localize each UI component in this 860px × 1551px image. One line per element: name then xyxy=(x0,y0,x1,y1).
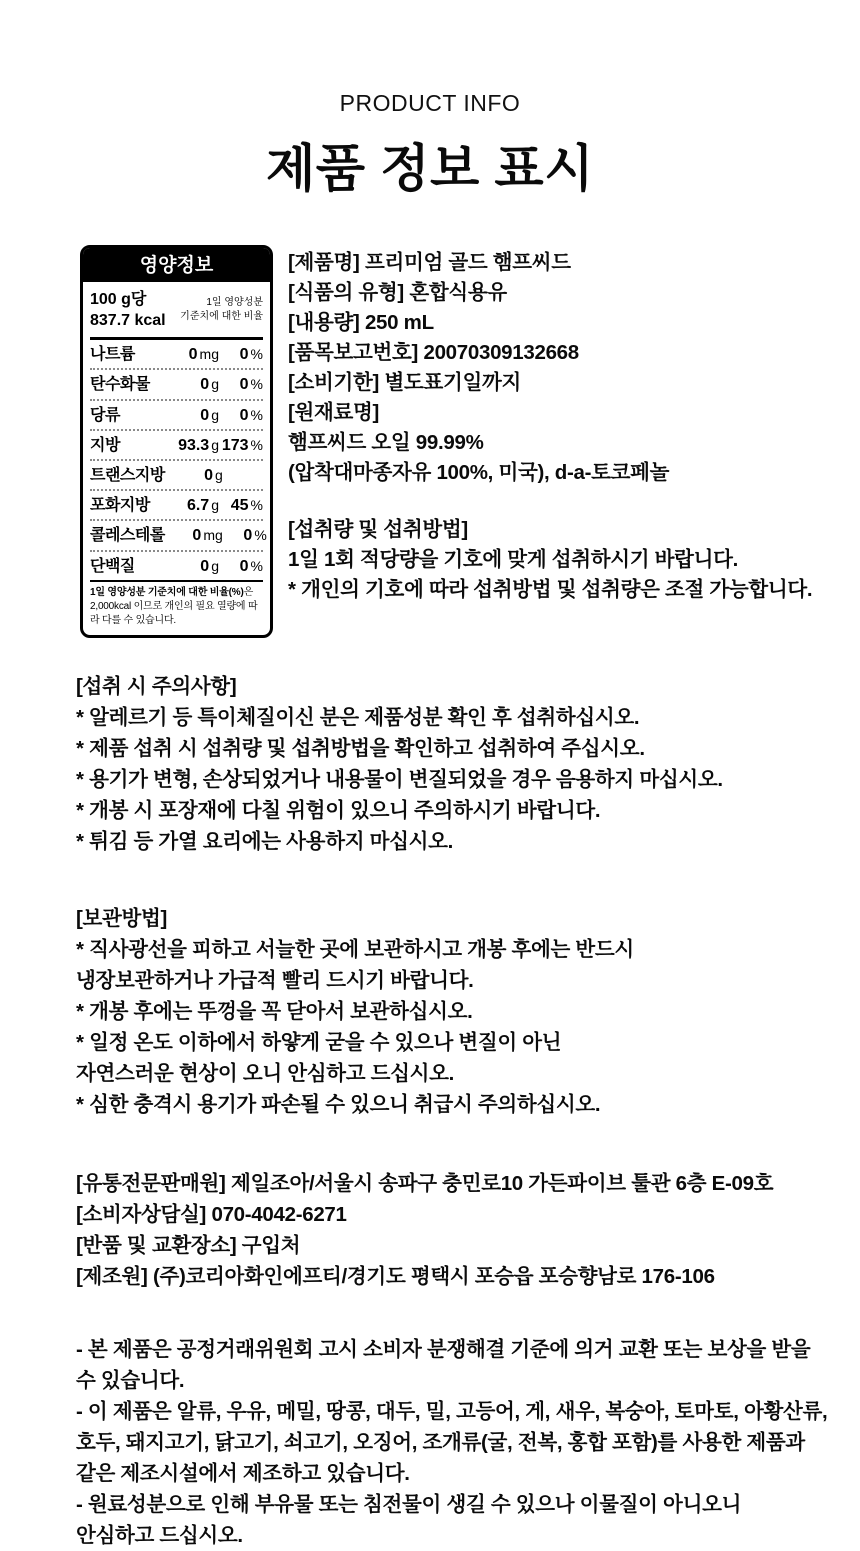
nutrition-row xyxy=(90,370,263,400)
nutrient-unit: mg xyxy=(203,527,223,544)
nutrition-footnote xyxy=(90,580,263,636)
storage-line: * 심한 충격시 용기가 파손될 수 있으니 취급시 주의하십시오. xyxy=(76,1093,601,1117)
nutrition-label xyxy=(80,245,273,638)
nutrition-serving-block xyxy=(83,282,270,337)
caution-line: * 용기가 변형, 손상되었거나 내용물이 변질되었을 경우 음용하지 마십시오. xyxy=(76,768,723,792)
nutrient-name: 단백질 xyxy=(90,557,135,575)
storage-title: [보관방법] xyxy=(76,907,168,931)
percent-sign: % xyxy=(250,346,263,363)
percent-sign: % xyxy=(254,527,267,544)
product-details xyxy=(288,245,828,605)
nutrient-percent: 0 % xyxy=(239,376,263,394)
caution-lines xyxy=(76,702,848,857)
storage-line: * 개봉 후에는 뚜껑을 꼭 닫아서 보관하십시오. xyxy=(76,1000,473,1024)
nutrient-amount: 0 mg xyxy=(192,527,223,545)
nutrient-amount: 0 g xyxy=(204,466,223,484)
detail-line: [식품의 유형] 혼합식용유 xyxy=(288,281,507,304)
nutrient-amount: 0 mg xyxy=(188,346,219,364)
eyebrow-text: PRODUCT INFO xyxy=(339,90,521,116)
distribution-section xyxy=(76,1168,848,1292)
nutrition-row xyxy=(90,461,263,491)
intake-line: 1일 1회 적당량을 기호에 맞게 섭취하시기 바랍니다. xyxy=(288,548,739,571)
serving-basis: 100 g당 xyxy=(90,291,147,308)
notice-lines xyxy=(76,1334,848,1551)
detail-line: [내용량] 250 mL xyxy=(288,311,434,334)
caution-line: * 제품 섭취 시 섭취량 및 섭취방법을 확인하고 섭취하여 주십시오. xyxy=(76,737,645,761)
distribution-line: [소비자상담실] 070-4042-6271 xyxy=(76,1203,347,1227)
percent-sign xyxy=(265,467,267,483)
percent-sign: % xyxy=(250,497,263,514)
intake-title: [섭취량 및 섭취방법] xyxy=(288,518,468,541)
nutrition-row xyxy=(90,401,263,431)
nutrient-amount: 0 g xyxy=(200,376,219,394)
distribution-lines xyxy=(76,1168,848,1292)
footnote-rest: 은 2,000kcal 이므로 개인의 필요 열량에 따라 다를 수 있습니다. xyxy=(90,586,258,627)
intake-lines xyxy=(288,545,828,605)
top-columns xyxy=(80,245,860,638)
detail-line: [소비기한] 별도표기일까지 xyxy=(288,371,521,394)
intake-line: * 개인의 기호에 따라 섭취방법 및 섭취량은 조절 가능합니다. xyxy=(288,578,813,601)
detail-line: [제품명] 프리미엄 골드 햄프씨드 xyxy=(288,251,571,274)
page-title: 제품 정보 표시 xyxy=(266,140,594,197)
caution-line: * 튀김 등 가열 요리에는 사용하지 마십시오. xyxy=(76,830,453,854)
nutrient-unit: g xyxy=(211,436,219,453)
caution-section xyxy=(76,671,848,857)
nutrition-row xyxy=(90,491,263,521)
detail-line: [품목보고번호] 20070309132668 xyxy=(288,341,579,364)
storage-line: * 일정 온도 이하에서 하얗게 굳을 수 있으나 변질이 아닌 xyxy=(76,1031,562,1055)
nutrient-name: 콜레스테롤 xyxy=(90,527,165,545)
nutrition-row xyxy=(90,521,267,551)
nutrient-percent: 173 % xyxy=(221,436,263,454)
distribution-line: [제조원] (주)코리아화인에프티/경기도 평택시 포승읍 포승향남로 176-106 xyxy=(76,1265,715,1289)
notice-line: 호두, 돼지고기, 닭고기, 쇠고기, 오징어, 조개류(굴, 전복, 홍합 포함)를 사용한 제품과 xyxy=(76,1431,805,1455)
storage-line: * 직사광선을 피하고 서늘한 곳에 보관하시고 개봉 후에는 반드시 xyxy=(76,938,634,962)
distribution-line: [유통전문판매원] 제일조아/서울시 송파구 충민로10 가든파이브 툴관 6층 E-09호 xyxy=(76,1172,774,1196)
nutrient-percent: 0 % xyxy=(239,557,263,575)
nutrition-row xyxy=(90,431,263,461)
nutrient-name: 지방 xyxy=(90,436,120,454)
nutrition-row xyxy=(90,552,263,580)
notice-line: - 이 제품은 알류, 우유, 메밀, 땅콩, 대두, 밀, 고등어, 게, 새우, 복숭아, 토마토, 아황산류, xyxy=(76,1400,828,1424)
nutrient-unit: g xyxy=(211,497,219,514)
notice-line: 수 있습니다. xyxy=(76,1369,185,1393)
nutrient-unit: g xyxy=(211,557,219,574)
nutrient-amount: 0 g xyxy=(200,406,219,424)
nutrient-percent: 0 % xyxy=(243,527,267,545)
nutrient-unit: g xyxy=(211,406,219,423)
nutrient-name: 포화지방 xyxy=(90,497,150,515)
distribution-line: [반품 및 교환장소] 구입처 xyxy=(76,1234,301,1258)
nutrient-percent: 0 % xyxy=(239,406,263,424)
nutrient-amount: 0 g xyxy=(200,557,219,575)
nutrient-percent: 45 % xyxy=(230,497,263,515)
product-detail-lines xyxy=(288,248,828,488)
daily-value-note: 1일 영양성분 기준치에 대한 비율 xyxy=(180,297,263,323)
nutrient-unit: g xyxy=(214,466,223,483)
nutrition-rows xyxy=(90,337,267,580)
storage-lines xyxy=(76,934,848,1120)
percent-sign: % xyxy=(250,557,263,574)
info-sections xyxy=(76,671,848,1551)
detail-line: [원재료명] xyxy=(288,401,380,424)
nutrition-row xyxy=(90,340,263,370)
percent-sign: % xyxy=(250,406,263,423)
footnote-bold: 1일 영양성분 기준치에 대한 비율(%) xyxy=(90,586,244,598)
notice-section xyxy=(76,1334,848,1551)
nutrient-percent xyxy=(223,466,267,485)
notice-line: - 본 제품은 공정거래위원회 고시 소비자 분쟁해결 기준에 의거 교환 또는 보상을 받을 xyxy=(76,1338,811,1362)
percent-sign: % xyxy=(250,376,263,393)
nutrient-name: 탄수화물 xyxy=(90,376,150,394)
percent-sign: % xyxy=(250,436,263,453)
notice-line: - 원료성분으로 인해 부유물 또는 침전물이 생길 수 있으나 이물질이 아니오니 xyxy=(76,1493,742,1517)
storage-section xyxy=(76,903,848,1120)
notice-line: 안심하고 드십시오. xyxy=(76,1524,243,1548)
caution-line: * 개봉 시 포장재에 다칠 위험이 있으니 주의하시기 바랍니다. xyxy=(76,799,601,823)
nutrient-amount: 93.3 g xyxy=(178,436,219,454)
caution-line: * 알레르기 등 특이체질이신 분은 제품성분 확인 후 섭취하십시오. xyxy=(76,706,640,730)
nutrient-name: 당류 xyxy=(90,406,120,424)
detail-line: (압착대마종자유 100%, 미국), d-a-토코페놀 xyxy=(288,461,670,484)
nutrient-unit: mg xyxy=(199,346,219,363)
nutrient-name: 나트륨 xyxy=(90,346,135,364)
serving-size-and-calories xyxy=(90,289,166,331)
nutrient-percent: 0 % xyxy=(239,346,263,364)
storage-line: 냉장보관하거나 가급적 빨리 드시기 바랍니다. xyxy=(76,969,474,993)
nutrient-unit: g xyxy=(211,376,219,393)
storage-line: 자연스러운 현상이 오니 안심하고 드십시오. xyxy=(76,1062,455,1086)
intake-section xyxy=(288,515,828,605)
caution-title: [섭취 시 주의사항] xyxy=(76,675,237,699)
nutrition-label-title: 영양정보 xyxy=(83,248,270,282)
notice-line: 같은 제조시설에서 제조하고 있습니다. xyxy=(76,1462,410,1486)
nutrient-name: 트랜스지방 xyxy=(90,466,165,484)
calories-value: 837.7 kcal xyxy=(90,312,166,330)
detail-line: 햄프씨드 오일 99.99% xyxy=(288,431,484,454)
nutrient-amount: 6.7 g xyxy=(186,497,219,515)
